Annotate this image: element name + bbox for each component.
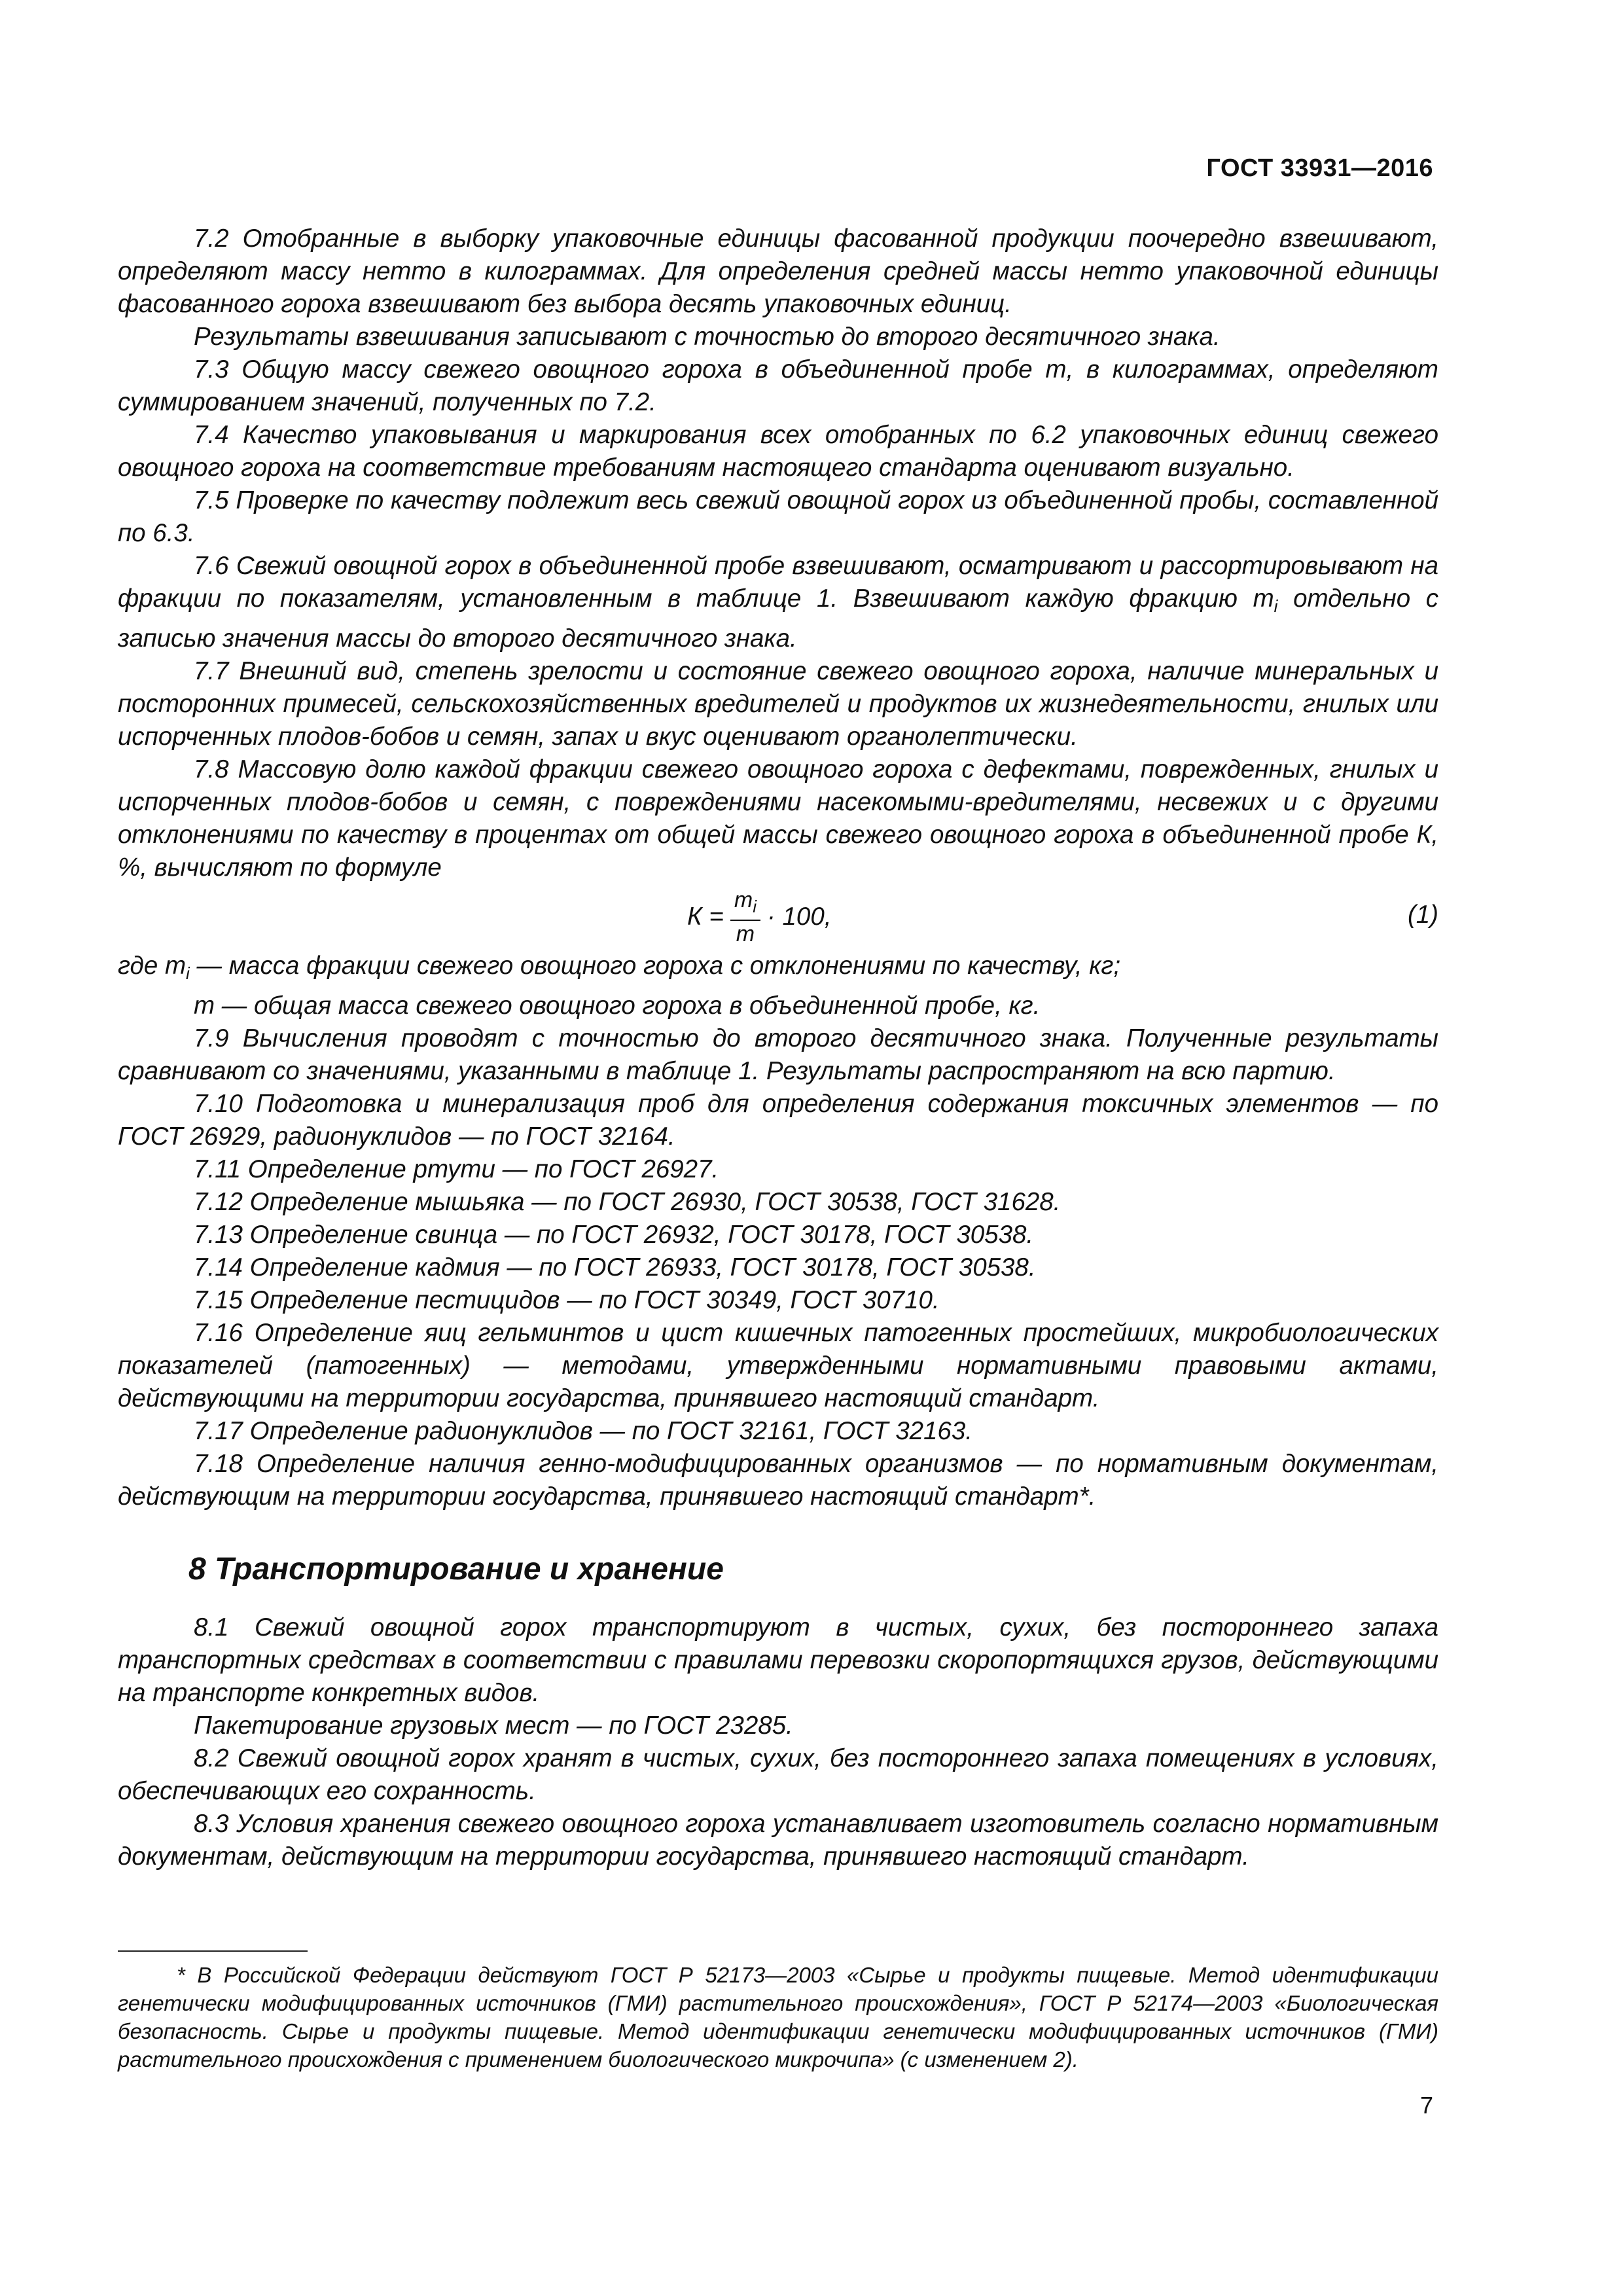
section-8-title: 8 Транспортирование и хранение	[188, 1552, 724, 1587]
clause-7-11: 7.11 Определение ртути — по ГОСТ 26927.	[194, 1155, 719, 1183]
clause-7-16: 7.16 Определение яиц гельминтов и цист кишечных патогенных простейших, микробиологических показателей (патогенных) — методами, утвержденными нормативными правовыми актами, действующими на территории государства, принявшего настоящий стандарт.	[118, 1319, 1438, 1412]
formula-lhs: К =	[687, 903, 724, 931]
formula-denominator: m	[736, 922, 755, 946]
clause-7-2: 7.2 Отобранные в выборку упаковочные единицы фасованной продукции поочередно взвешивают, определяют массу нетто в килограммах. Для определения средней массы нетто упаковочной единицы фасованного гороха взвешивают без выбора десять упаковочных единиц.	[118, 224, 1438, 318]
clause-7-6-subscript: i	[1274, 596, 1278, 616]
clause-7-8: 7.8 Массовую долю каждой фракции свежего овощного гороха с дефектами, поврежденных, гнилых и испорченных плодов-бобов и семян, с повреждениями насекомыми-вредителями, несвежих и с другими отклонениями по качеству в процентах от общей массы свежего овощного гороха в объединенной пробе К, %, вычисляют по формуле	[118, 755, 1438, 882]
where-var-1-sub: i	[186, 963, 190, 983]
where-prefix: где	[118, 952, 165, 980]
clause-8-1: 8.1 Свежий овощной горох транспортируют в чистых, сухих, без постороннего запаха транспортных средствах в соответствии с правилами перевозки скоропортящихся грузов, действующими на транспорте конкретных видов.	[118, 1613, 1438, 1707]
where-var-1: m	[164, 952, 187, 980]
clause-7-6-text: 7.6 Свежий овощной горох в объединенной пробе взвешивают, осматривают и рассортировывают на фракции по показателям, установленным в таблице 1. Взвешивают каждую фракцию m	[118, 552, 1438, 613]
clause-7-5: 7.5 Проверке по качеству подлежит весь свежий овощной горох из объединенной пробы, составленной по 6.3.	[118, 486, 1438, 547]
clause-7-3: 7.3 Общую массу свежего овощного гороха в объединенной пробе m, в килограммах, определяют суммированием значений, полученных по 7.2.	[118, 355, 1438, 416]
footnote-text: * В Российской Федерации действуют ГОСТ Р 52173—2003 «Сырье и продукты пищевые. Метод идентификации генетически модифицированных источников (ГМИ) растительного происхождения», ГОСТ Р 52174—2003 «Биологическая безопасность. Сырье и продукты пищевые. Метод идентификации генетически модифицированных источников (ГМИ) растительного происхождения с применением биологического микрочипа» (с изменением 2).	[118, 1963, 1438, 2072]
formula-numerator	[730, 887, 760, 921]
clause-8-2: 8.2 Свежий овощной горох хранят в чистых, сухих, без постороннего запаха помещениях в условиях, обеспечивающих его сохранность.	[118, 1744, 1438, 1805]
clause-7-18: 7.18 Определение наличия генно-модифицированных организмов — по нормативным документам, действующим на территории государства, принявшего настоящий стандарт*.	[118, 1450, 1438, 1511]
main-body	[118, 223, 1438, 1873]
formula-where-line-2: m — общая масса свежего овощного гороха в объединенной пробе, кг.	[194, 992, 1041, 1020]
formula-numerator-sub: i	[753, 897, 757, 916]
clause-8-3: 8.3 Условия хранения свежего овощного гороха устанавливает изготовитель согласно нормативным документам, действующим на территории государства, принявшего настоящий стандарт.	[118, 1810, 1438, 1871]
clause-7-9: 7.9 Вычисления проводят с точностью до второго десятичного знака. Полученные результаты сравнивают со значениями, указанными в таблице 1. Результаты распространяют на всю партию.	[118, 1024, 1438, 1085]
footnote-separator	[118, 1950, 308, 1952]
formula-number: (1)	[1407, 901, 1438, 929]
page-number: 7	[1419, 2092, 1433, 2119]
clause-7-6-tail: отдельно с записью значения массы до второго десятичного знака.	[118, 584, 1438, 653]
footnote	[118, 1950, 1438, 2073]
formula-numerator-var: m	[734, 888, 753, 912]
formula-expression	[687, 884, 831, 950]
where-def-1: — масса фракции свежего овощного гороха с отклонениями по качеству, кг;	[189, 952, 1121, 980]
clause-7-4: 7.4 Качество упаковывания и маркирования всех отобранных по 6.2 упаковочных единиц свежего овощного гороха на соответствие требованиям настоящего стандарта оценивают визуально.	[118, 421, 1438, 482]
document-code: ГОСТ 33931—2016	[1206, 154, 1433, 182]
formula-fraction	[730, 887, 760, 947]
formula-1	[118, 884, 1438, 950]
clause-7-12: 7.12 Определение мышьяка — по ГОСТ 26930, ГОСТ 30538, ГОСТ 31628.	[194, 1188, 1061, 1216]
clause-7-7: 7.7 Внешний вид, степень зрелости и состояние свежего овощного гороха, наличие минеральных и посторонних примесей, сельскохозяйственных вредителей и продуктов их жизнедеятельности, гнилых или испорченных плодов-бобов и семян, запах и вкус оценивают органолептически.	[118, 657, 1438, 751]
clause-7-14: 7.14 Определение кадмия — по ГОСТ 26933, ГОСТ 30178, ГОСТ 30538.	[194, 1253, 1036, 1282]
clause-7-15: 7.15 Определение пестицидов — по ГОСТ 30349, ГОСТ 30710.	[194, 1286, 940, 1314]
clause-7-17: 7.17 Определение радионуклидов — по ГОСТ 32161, ГОСТ 32163.	[194, 1417, 972, 1445]
clause-7-6	[118, 550, 1438, 655]
clause-8-1-packaging: Пакетирование грузовых мест — по ГОСТ 23285.	[194, 1712, 793, 1740]
clause-7-10: 7.10 Подготовка и минерализация проб для определения содержания токсичных элементов — по ГОСТ 26929, радионуклидов — по ГОСТ 32164.	[118, 1090, 1438, 1151]
clause-7-2-results: Результаты взвешивания записывают с точностью до второго десятичного знака.	[194, 323, 1221, 351]
formula-rhs: · 100,	[766, 903, 832, 931]
clause-7-13: 7.13 Определение свинца — по ГОСТ 26932, ГОСТ 30178, ГОСТ 30538.	[194, 1221, 1034, 1249]
formula-where-line-1	[118, 950, 1438, 990]
